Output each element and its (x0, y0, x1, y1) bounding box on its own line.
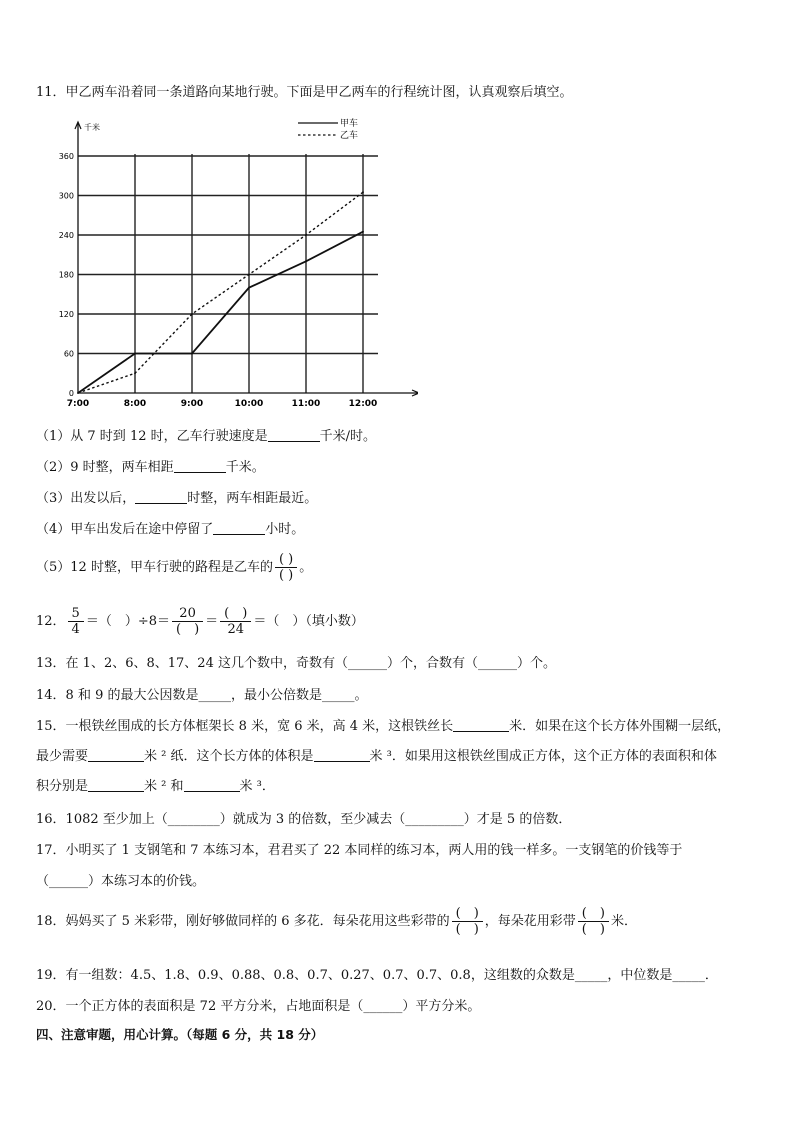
answer-blank[interactable] (453, 719, 509, 732)
question-19: 19．有一组数：4.5、1.8、0.9、0.88、0.8、0.7、0.27、0.7、0.7、0.8，这组数的众数是_____，中位数是_____． (36, 968, 718, 983)
data-point (134, 353, 136, 355)
answer-blank[interactable] (88, 749, 144, 762)
x-tick-label: 11:00 (291, 399, 321, 409)
data-point (191, 353, 193, 355)
question-11-5: （5）12 时整，甲车行驶的路程是乙车的 $\frac{( )}{( )}$ 。 (36, 552, 313, 583)
data-point (362, 191, 364, 193)
x-tick-label: 10:00 (234, 399, 264, 409)
x-tick-label: 12:00 (348, 399, 378, 409)
chart-legend (298, 117, 358, 141)
y-tick-label: 360 (58, 152, 74, 161)
question-11-1: （1）从 7 时到 12 时，乙车行驶速度是 千米/时。 (36, 429, 377, 444)
chart-grid (78, 154, 378, 393)
data-point (248, 287, 250, 289)
y-axis-label: 千米 (84, 123, 100, 132)
data-point (362, 231, 364, 233)
question-11-text: 11．甲乙两车沿着同一条道路向某地行驶。下面是甲乙两车的行程统计图，认真观察后填空。 (36, 85, 573, 100)
question-15-line-1: 15．一根铁丝围成的长方体框架长 8 米，宽 6 米，高 4 米，这根铁丝长 米．如果在这个长方体外围糊一层纸， (36, 719, 731, 734)
fraction-5-4: $\frac{5}{4}$ (68, 606, 84, 637)
data-point (77, 392, 79, 394)
data-point (305, 260, 307, 262)
answer-blank[interactable] (174, 460, 226, 473)
data-point (191, 313, 193, 315)
y-tick-label: 180 (58, 270, 74, 280)
answer-fraction[interactable]: $\frac{( )}{( )}$ (578, 906, 609, 937)
question-15-line-2: 最少需要 米 ² 纸．这个长方体的体积是 米 ³．如果用这根铁丝围成正方体，这个正方体的表面积和体 (36, 749, 717, 764)
answer-blank[interactable] (88, 779, 144, 792)
x-tick-label: 7:00 (66, 399, 90, 409)
data-point (305, 234, 307, 236)
question-16: 16．1082 至少加上（________）就成为 3 的倍数，至少减去（_________）才是 5 的倍数． (36, 812, 572, 827)
question-12: 12． $\frac{5}{4}$ ＝（ ）÷8＝ $\frac{20}{( )}$ ＝ $\frac{( )}{24}$ ＝（ ）（填小数） (36, 606, 364, 637)
answer-blank[interactable] (268, 429, 320, 442)
answer-blank[interactable] (135, 491, 187, 504)
question-11-3: （3）出发以后， 时整，两车相距最近。 (36, 491, 318, 506)
fraction-blank-24: $\frac{( )}{24}$ (220, 606, 251, 637)
fraction-20-blank: $\frac{20}{( )}$ (172, 606, 203, 637)
answer-blank[interactable] (213, 522, 265, 535)
data-point (248, 274, 250, 276)
travel-line-chart (48, 113, 418, 413)
question-11-4: （4）甲车出发后在途中停留了 小时。 (36, 522, 305, 537)
y-tick-label: 240 (58, 231, 74, 240)
question-17-line-1: 17．小明买了 1 支钢笔和 7 本练习本，君君买了 22 本同样的练习本，两人用的钱一样多。一支钢笔的价钱等于 (36, 843, 683, 858)
question-13: 13．在 1、2、6、8、17、24 这几个数中，奇数有（______）个，合数有（______）个。 (36, 656, 556, 671)
y-tick-label: 60 (63, 349, 74, 359)
section-4-heading: 四、注意审题，用心计算。（每题 6 分，共 18 分） (36, 1027, 324, 1042)
question-15-line-3: 积分别是 米 ² 和 米 ³． (36, 779, 275, 794)
data-point (134, 372, 136, 374)
question-18: 18．妈妈买了 5 米彩带，刚好够做同样的 6 多花．每朵花用这些彩带的 $\frac{( )}{( )}$ ，每朵花用彩带 $\frac{( )}{( )}$ 米． (36, 906, 637, 937)
y-tick-label: 0 (68, 389, 74, 398)
y-tick-label: 300 (58, 191, 74, 201)
question-20: 20．一个正方体的表面积是 72 平方分米，占地面积是（______）平方分米。 (36, 999, 481, 1014)
legend-label: 乙车 (340, 131, 359, 141)
chart-ticks (59, 152, 378, 409)
question-14: 14．8 和 9 的最大公因数是_____，最小公倍数是_____。 (36, 688, 368, 703)
legend-label: 甲车 (340, 119, 359, 129)
chart-series (77, 191, 364, 394)
series-line-jia (78, 232, 363, 393)
answer-fraction[interactable]: $\frac{( )}{( )}$ (275, 552, 297, 583)
question-17-line-2: （______）本练习本的价钱。 (36, 874, 206, 889)
x-tick-label: 8:00 (123, 399, 147, 409)
question-11-2: （2）9 时整，两车相距 千米。 (36, 460, 265, 475)
answer-blank[interactable] (314, 749, 370, 762)
x-tick-label: 9:00 (180, 399, 204, 409)
answer-blank[interactable] (184, 779, 240, 792)
y-tick-label: 120 (58, 310, 74, 319)
chart-axes (75, 122, 418, 396)
answer-fraction[interactable]: $\frac{( )}{( )}$ (452, 906, 483, 937)
